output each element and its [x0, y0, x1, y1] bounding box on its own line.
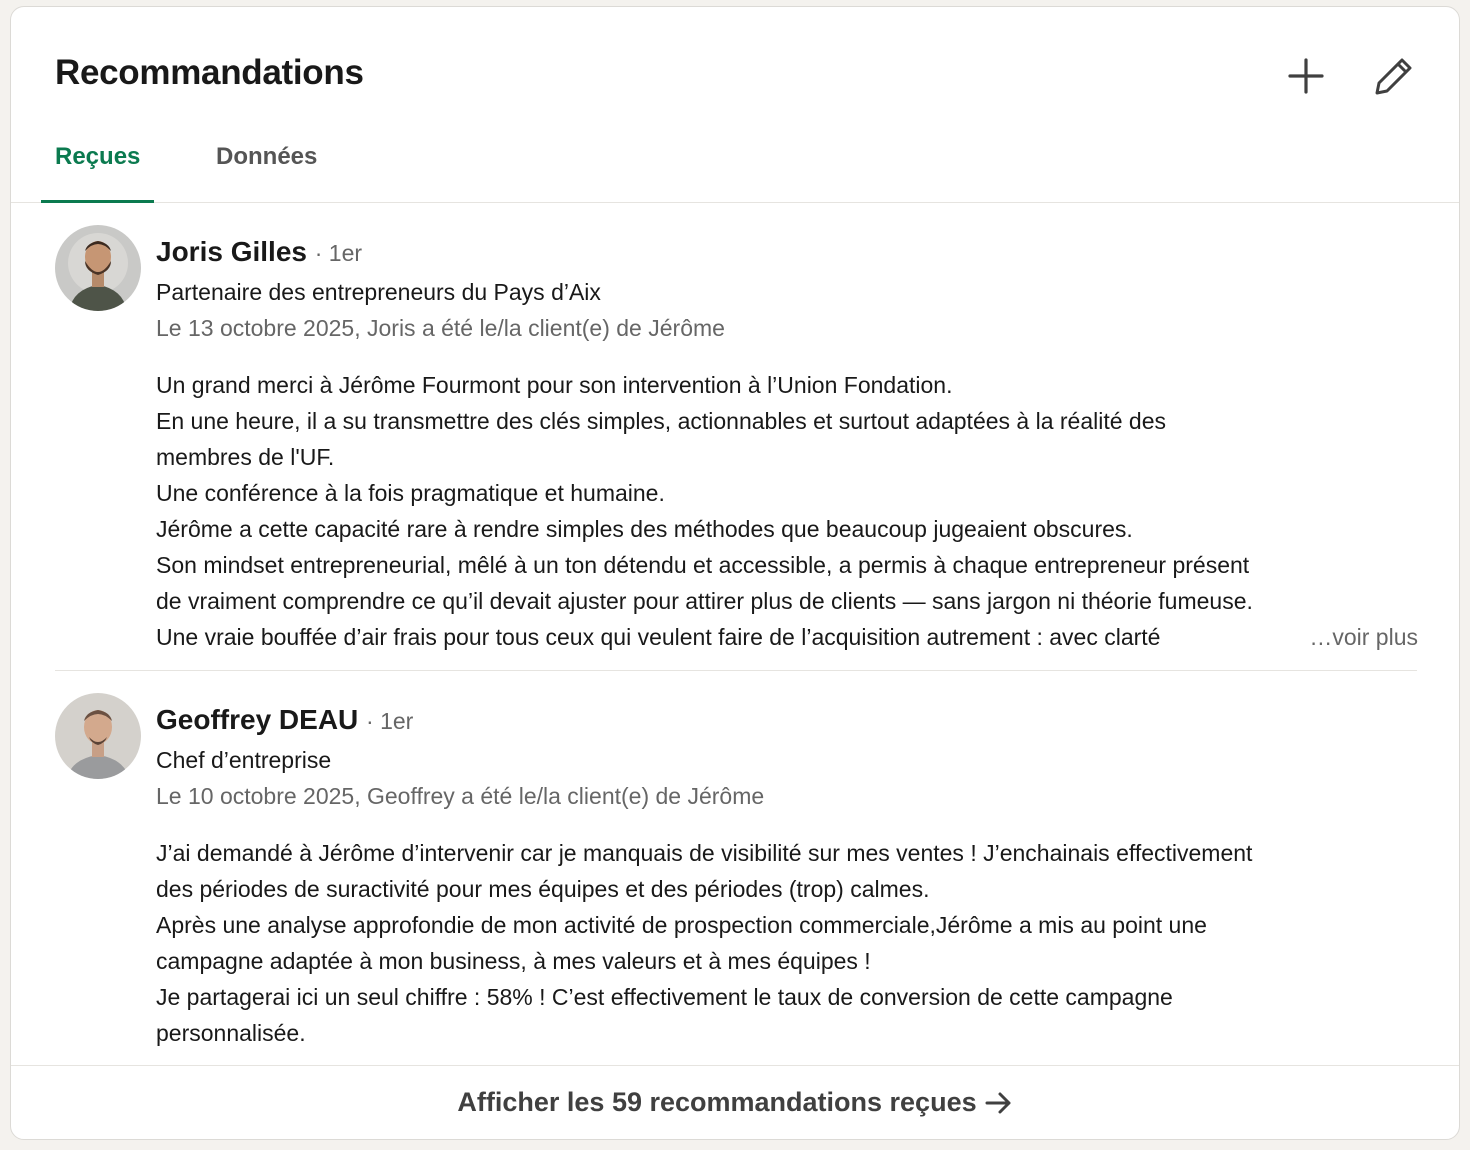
tab-received[interactable]: Reçues: [41, 143, 154, 203]
text-line: personnalisée.: [156, 1020, 306, 1046]
plus-icon: [1286, 56, 1326, 96]
text-line: Une vraie bouffée d’air frais pour tous ceux qui veulent faire de l’acquisition autrement : avec clarté: [156, 624, 1161, 650]
section-header: [11, 7, 1459, 137]
footer-label: Afficher les 59 recommandations reçues: [457, 1087, 977, 1117]
text-line: Un grand merci à Jérôme Fourmont pour son intervention à l’Union Fondation.: [156, 372, 953, 398]
text-line: membres de l'UF.: [156, 444, 335, 470]
recommender-name[interactable]: Joris Gilles: [156, 236, 307, 267]
text-line: Après une analyse approfondie de mon activité de prospection commerciale,Jérôme a mis au point une: [156, 912, 1207, 938]
see-more-button[interactable]: …voir plus: [1303, 619, 1418, 655]
section-title: Recommandations: [55, 53, 364, 92]
recommendation-date: Le 10 octobre 2025, Geoffrey a été le/la client(e) de Jérôme: [156, 783, 765, 809]
text-line: de vraiment comprendre ce qu’il devait ajuster pour attirer plus de clients — sans jargon ni théorie fumeuse.: [156, 588, 1253, 614]
recommender-name[interactable]: Geoffrey DEAU: [156, 704, 359, 735]
recommendation-text: [156, 835, 1418, 1051]
show-all-recommendations-link[interactable]: [11, 1065, 1459, 1139]
arrow-right-icon: [985, 1091, 1013, 1115]
text-line: J’ai demandé à Jérôme d’intervenir car je manquais de visibilité sur mes ventes ! J’enchainais effectivement: [156, 840, 1253, 866]
recommendation-item: [55, 223, 1417, 671]
recommendation-date: Le 13 octobre 2025, Joris a été le/la client(e) de Jérôme: [156, 315, 725, 341]
text-line: Une conférence à la fois pragmatique et humaine.: [156, 480, 665, 506]
recommendation-text: [156, 367, 1418, 655]
recommender-headline: Chef d’entreprise: [156, 747, 332, 773]
text-line: En une heure, il a su transmettre des clés simples, actionnables et surtout adaptées à la réalité des: [156, 408, 1167, 434]
tab-given[interactable]: Données: [216, 143, 318, 170]
avatar[interactable]: [55, 225, 141, 311]
text-line: Je partagerai ici un seul chiffre : 58% ! C’est effectivement le taux de conversion de cette campagne: [156, 984, 1173, 1010]
recommender-headline: Partenaire des entrepreneurs du Pays d’Aix: [156, 279, 601, 305]
connection-degree: · 1er: [314, 240, 363, 266]
recommendations-card: [10, 6, 1460, 1140]
text-line: Son mindset entrepreneurial, mêlé à un ton détendu et accessible, a permis à chaque entrepreneur présent: [156, 552, 1250, 578]
edit-recommendations-button[interactable]: [1369, 51, 1419, 101]
connection-degree: · 1er: [366, 708, 414, 734]
pencil-icon: [1374, 56, 1414, 96]
text-line: campagne adaptée à mon business, à mes valeurs et à mes équipes !: [156, 948, 871, 974]
avatar[interactable]: [55, 693, 141, 779]
text-line: Jérôme a cette capacité rare à rendre simples des méthodes que beaucoup jugeaient obscures.: [156, 516, 1133, 542]
tab-bar: [11, 125, 1459, 203]
recommender-info: [156, 701, 1406, 812]
add-recommendation-button[interactable]: [1281, 51, 1331, 101]
recommender-info: [156, 233, 1406, 344]
text-line: des périodes de suractivité pour mes équipes et des périodes (trop) calmes.: [156, 876, 930, 902]
